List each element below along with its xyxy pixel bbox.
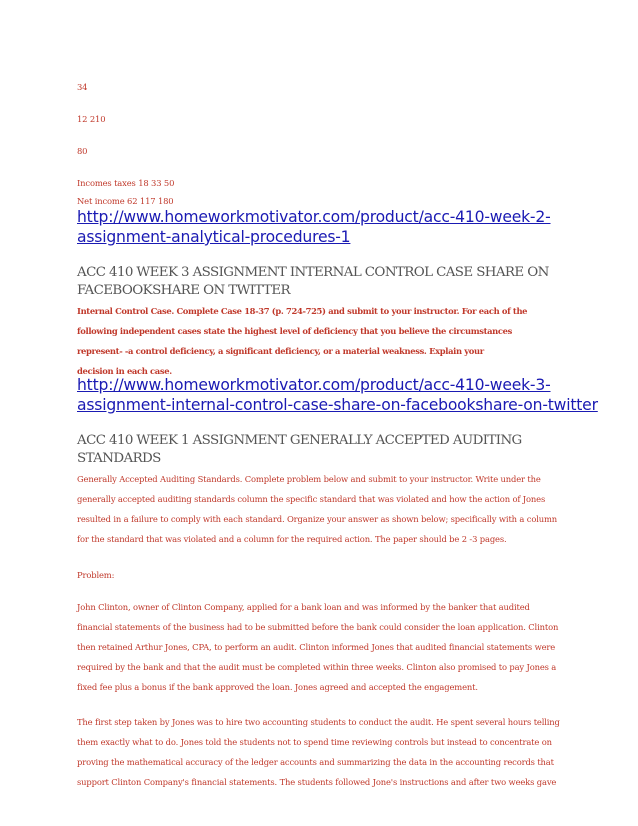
gaas-line-3: resulted in a failure to comply with each standard. Organize your answer as shown below; specifically with a column (77, 514, 558, 524)
problem-p1-line-3: then retained Arthur Jones, CPA, to perform an audit. Clinton informed Jones that audited financial statements were (77, 642, 556, 652)
problem-p1-line-2: financial statements of the business had to be submitted before the bank could consider the loan application. Clinton (77, 622, 559, 632)
internal-control-line-3: represent- -a control deficiency, a significant deficiency, or a material weakness. Explain your (77, 346, 484, 356)
gaas-line-4: for the standard that was violated and a column for the required action. The paper should be 2 -3 pages. (77, 534, 507, 544)
week2-link-part2[interactable]: assignment-analytical-procedures-1 (77, 228, 351, 246)
week1-heading-line2: STANDARDS (77, 451, 161, 466)
internal-control-line-4: decision in each case. (77, 366, 172, 376)
week2-link-part1[interactable]: http://www.homeworkmotivator.com/product/acc-410-week-2- (77, 208, 551, 226)
problem-p1-line-5: fixed fee plus a bonus if the bank approved the loan. Jones agreed and accepted the engagement. (77, 682, 478, 692)
problem-paragraph-2 (77, 712, 567, 792)
problem-p2-line-1: The first step taken by Jones was to hire two accounting students to conduct the audit. He spent several hours telling (77, 717, 560, 727)
week3-link-part1[interactable]: http://www.homeworkmotivator.com/product/acc-410-week-3- (77, 376, 551, 394)
gaas-paragraph (77, 469, 567, 549)
internal-control-line-2: following independent cases state the highest level of deficiency that you believe the circumstances (77, 326, 512, 336)
gaas-line-2: generally accepted auditing standards column the specific standard that was violated and how the action of Jones (77, 494, 546, 504)
problem-p2-line-3: proving the mathematical accuracy of the ledger accounts and summarizing the data in the accounting records that (77, 757, 554, 767)
value-line-1: 34 (77, 82, 88, 92)
problem-label: Problem: (77, 570, 115, 580)
week1-heading-line1: ACC 410 WEEK 1 ASSIGNMENT GENERALLY ACCEPTED AUDITING (77, 433, 522, 448)
internal-control-line-1: Internal Control Case. Complete Case 18-37 (p. 724-725) and submit to your instructor. For each of the (77, 306, 528, 316)
internal-control-paragraph (77, 301, 567, 381)
value-line-3: 80 (77, 146, 88, 156)
gaas-line-1: Generally Accepted Auditing Standards. Complete problem below and submit to your instructor. Write under the (77, 474, 541, 484)
problem-p1-line-4: required by the bank and that the audit must be completed within three weeks. Clinton also promised to pay Jones a (77, 662, 557, 672)
problem-paragraph-1 (77, 597, 567, 697)
week3-heading-line2: FACEBOOKSHARE ON TWITTER (77, 283, 291, 298)
income-taxes-line: Incomes taxes 18 33 50 (77, 178, 175, 188)
problem-p1-line-1: John Clinton, owner of Clinton Company, applied for a bank loan and was informed by the banker that audited (77, 602, 530, 612)
net-income-line: Net income 62 117 180 (77, 196, 174, 206)
week3-link-part2[interactable]: assignment-internal-control-case-share-on-facebookshare-on-twitter (77, 396, 598, 414)
problem-p2-line-4: support Clinton Company's financial statements. The students followed Jone's instructions and after two weeks gave (77, 777, 557, 787)
problem-p2-line-2: them exactly what to do. Jones told the students not to spend time reviewing controls but instead to concentrate on (77, 737, 552, 747)
week3-heading-line1: ACC 410 WEEK 3 ASSIGNMENT INTERNAL CONTROL CASE SHARE ON (77, 265, 549, 280)
value-line-2: 12 210 (77, 114, 106, 124)
